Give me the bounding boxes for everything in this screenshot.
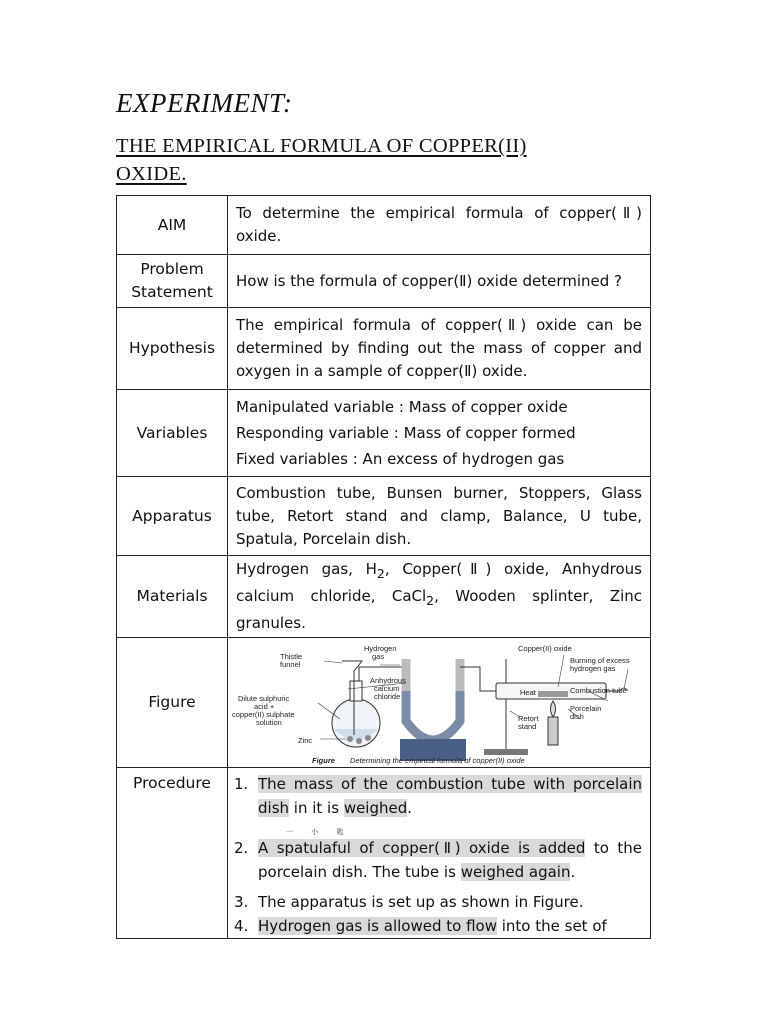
materials-text-2: , Copper(Ⅱ) oxide, Anhydrous calcium chloride, CaCl xyxy=(236,560,642,605)
figure-caption: Determining the empirical formula of copper(II) oxide xyxy=(350,755,525,765)
label-procedure: Procedure xyxy=(117,768,228,939)
row-figure xyxy=(117,638,651,768)
label-porcelain: Porcelain xyxy=(570,703,602,713)
label-dilute-1: Dilute sulphuric xyxy=(238,693,290,703)
step-text-plain: into the set of xyxy=(496,917,607,935)
value-problem-statement: How is the formula of copper(Ⅱ) oxide determined ? xyxy=(228,255,651,308)
materials-subscript-1: 2 xyxy=(376,566,385,581)
responding-variable: Responding variable : Mass of copper formed xyxy=(236,424,576,442)
step-number: 4. xyxy=(234,917,249,935)
highlight: The mass of the combustion tube with porcelain dish xyxy=(258,775,642,817)
step-text xyxy=(258,914,642,938)
fixed-variables: Fixed variables : An excess of hydrogen gas xyxy=(236,450,565,468)
label-burning-1: Burning of excess xyxy=(570,655,630,665)
highlight: A spatulaful of copper(Ⅱ) oxide is added xyxy=(258,839,586,857)
label-dilute-2: acid + xyxy=(254,701,275,711)
label-dilute-4: solution xyxy=(256,717,282,727)
label-apparatus: Apparatus xyxy=(117,477,228,556)
highlight: weighed again xyxy=(460,863,571,881)
step-text-end: . xyxy=(570,863,576,881)
row-hypothesis xyxy=(117,308,651,390)
row-procedure xyxy=(117,768,651,939)
step-number: 3. xyxy=(234,893,249,911)
step-number: 2. xyxy=(234,839,249,857)
procedure-step-2 xyxy=(234,836,642,884)
value-materials xyxy=(228,556,651,638)
zinc-granules xyxy=(347,736,353,742)
row-variables xyxy=(117,390,651,477)
label-retort: Retort xyxy=(518,713,539,723)
step-text-plain: to the porcelain dish. The tube is xyxy=(258,839,642,881)
row-problem-statement xyxy=(117,255,651,308)
step-text: The apparatus is set up as shown in Figure. xyxy=(258,893,584,911)
value-variables xyxy=(228,390,651,477)
label-zinc: Zinc xyxy=(298,735,313,745)
burner-flame xyxy=(551,701,556,717)
value-aim: To determine the empirical formula of copper(Ⅱ) oxide. xyxy=(228,196,651,255)
experiment-heading: EXPERIMENT: xyxy=(116,88,293,118)
label-combustion-tube: Combustion tube xyxy=(570,685,627,695)
experiment-title xyxy=(116,132,596,188)
label-funnel: funnel xyxy=(280,659,301,669)
value-procedure xyxy=(228,768,651,939)
porcelain-dish xyxy=(538,691,568,697)
figure-cell xyxy=(228,638,651,768)
manipulated-variable: Manipulated variable : Mass of copper oxide xyxy=(236,398,568,416)
label-materials: Materials xyxy=(117,556,228,638)
retort-base xyxy=(484,749,528,755)
label-figure: Figure xyxy=(117,638,228,768)
materials-subscript-2: 2 xyxy=(426,593,435,608)
label-aim: AIM xyxy=(117,196,228,255)
connector-tube xyxy=(460,667,496,691)
procedure-step-3 xyxy=(234,890,642,914)
label-heat: Heat xyxy=(520,687,536,697)
label-copper-oxide: Copper(II) oxide xyxy=(518,643,572,653)
step-text xyxy=(258,836,642,884)
label-dish: dish xyxy=(570,711,584,721)
label-stand: stand xyxy=(518,721,537,731)
handwritten-annotation: 一 小 匙 xyxy=(286,828,352,836)
flask-neck xyxy=(350,681,362,701)
label-variables: Variables xyxy=(117,390,228,477)
materials-text-1: Hydrogen gas, H xyxy=(236,560,377,578)
step-text xyxy=(258,772,642,820)
step-number: 1. xyxy=(234,775,249,793)
highlight: weighed xyxy=(343,799,408,817)
value-apparatus: Combustion tube, Bunsen burner, Stoppers, Glass tube, Retort stand and clamp, Balance, U tube, Spatula, Porcelain dish. xyxy=(228,477,651,556)
label-anhydrous: Anhydrous xyxy=(370,675,406,685)
figure-caption-label: Figure xyxy=(312,755,335,765)
apparatus-diagram xyxy=(228,639,648,767)
materials-text-3: , Wooden splinter, Zinc granules. xyxy=(236,587,642,632)
procedure-list xyxy=(234,772,642,938)
label-chloride: chloride xyxy=(374,691,401,701)
row-aim xyxy=(117,196,651,255)
procedure-step-1 xyxy=(234,772,642,820)
step-text-end: . xyxy=(407,799,413,817)
label-hypothesis: Hypothesis xyxy=(117,308,228,390)
highlight: Hydrogen gas is allowed to flow xyxy=(258,917,497,935)
label-calcium: calcium xyxy=(374,683,400,693)
row-materials xyxy=(117,556,651,638)
value-hypothesis: The empirical formula of copper(Ⅱ) oxide can be determined by finding out the mass of copper and oxygen in a sample of copper(Ⅱ) oxide. xyxy=(228,308,651,390)
experiment-table xyxy=(116,195,651,939)
procedure-step-4 xyxy=(234,914,642,938)
label-gas: gas xyxy=(372,651,385,661)
label-problem-statement: Problem Statement xyxy=(117,255,228,308)
label-thistle: Thistle xyxy=(280,651,303,661)
row-apparatus xyxy=(117,477,651,556)
bunsen-burner xyxy=(548,717,558,745)
label-hydrogen: Hydrogen xyxy=(364,643,397,653)
label-dilute-3: copper(II) sulphate xyxy=(232,709,295,719)
step-text-plain: in it is xyxy=(293,799,344,817)
label-burning-2: hydrogen gas xyxy=(570,663,616,673)
experiment-title-text: THE EMPIRICAL FORMULA OF COPPER(II) OXIDE. xyxy=(116,135,527,185)
